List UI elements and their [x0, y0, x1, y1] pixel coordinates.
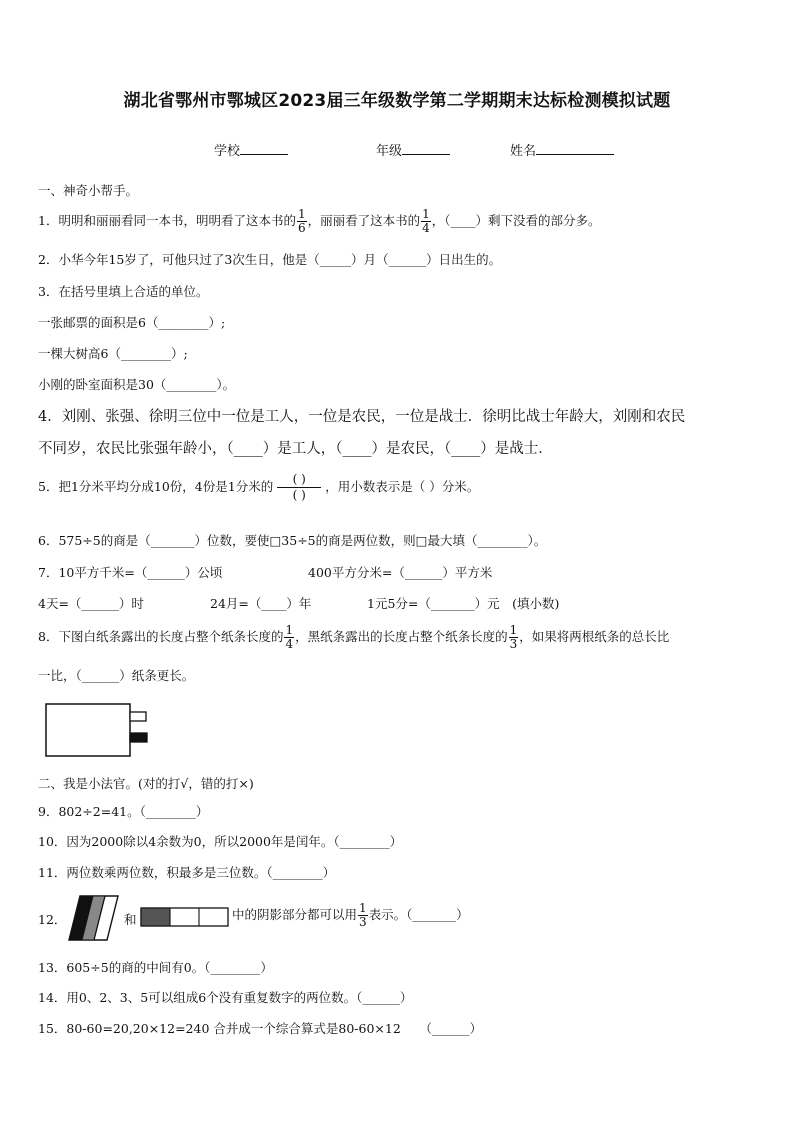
question-13: 13．605÷5的商的中间有0。（________） — [38, 960, 273, 975]
bar-shaded-figure — [139, 905, 231, 929]
question-14: 14．用0、2、3、5可以组成6个没有重复数字的两位数。（______） — [38, 990, 413, 1005]
fraction-one-fourth — [421, 208, 431, 235]
school-blank[interactable] — [240, 142, 288, 155]
q1-text-c: ，（____）剩下没看的部分多。 — [431, 213, 601, 228]
numerator: ( ) — [277, 472, 321, 488]
school-label: 学校 — [214, 144, 241, 159]
question-11: 11．两位数乘两位数，积最多是三位数。（________） — [38, 865, 336, 880]
q8-text-a: 8．下图白纸条露出的长度占整个纸条长度的 — [38, 629, 284, 644]
q1-text-b: ，丽丽看了这本书的 — [307, 213, 421, 228]
q8-line-2: 一比，（______）纸条更长。 — [38, 668, 195, 683]
denominator: ( ) — [292, 488, 306, 502]
q7-item-b2: 24月=（____）年 — [210, 596, 312, 611]
denominator: 6 — [297, 221, 306, 235]
question-10: 10．因为2000除以4余数为0，所以2000年是闰年。（________） — [38, 834, 403, 849]
grade-blank[interactable] — [402, 142, 450, 155]
page-title: 湖北省鄂州市鄂城区2023届三年级数学第二学期期末达标检测模拟试题 — [123, 91, 671, 111]
black-strip — [130, 733, 147, 742]
question-2: 2．小华今年15岁了，可他只过了3次生日，他是（_____）月（______）日出生的。 — [38, 252, 502, 267]
numerator: 1 — [422, 207, 430, 221]
q3-line-2: 一棵大树高6（________）; — [38, 346, 188, 361]
q1-text-a: 1．明明和丽丽看同一本书，明明看了这本书的 — [38, 213, 296, 228]
q12-and: 和 — [124, 912, 137, 927]
grade-field — [376, 140, 450, 159]
grade-label: 年级 — [376, 144, 403, 159]
numerator: 1 — [359, 901, 367, 915]
blank-fraction[interactable] — [277, 472, 321, 503]
denominator: 3 — [359, 915, 367, 929]
section1-heading: 一、神奇小帮手。 — [38, 183, 139, 198]
denominator: 3 — [509, 637, 518, 651]
numerator: 1 — [285, 623, 294, 637]
denominator: 4 — [285, 637, 294, 651]
white-strip — [130, 712, 146, 721]
denominator: 4 — [422, 221, 430, 235]
fraction-one-sixth — [297, 208, 307, 235]
name-field — [510, 140, 614, 159]
q7-item-a2: 400平方分米=（______）平方米 — [308, 565, 493, 580]
question-8 — [38, 624, 669, 651]
q12-text-b: 表示。（_______） — [368, 907, 469, 922]
name-blank[interactable] — [536, 142, 614, 155]
q3-line-1: 一张邮票的面积是6（________）; — [38, 315, 226, 330]
q7-item-b1: 4天=（______）时 — [38, 596, 144, 611]
fraction-one-fourth — [284, 624, 294, 651]
q5-text-b: ，用小数表示是（ ）分米。 — [325, 479, 480, 494]
question-9: 9．802÷2=41。（________） — [38, 804, 209, 819]
parallelogram-shaded-figure — [66, 894, 122, 942]
question-1 — [38, 208, 601, 235]
school-field — [214, 140, 288, 159]
folder-rectangle — [46, 704, 130, 756]
question-15: 15．80-60=20,20×12=240 合并成一个综合算式是80-60×12 （______） — [38, 1021, 483, 1036]
fraction-one-third — [358, 902, 368, 929]
question-12 — [232, 902, 469, 929]
q8-text-c: ，如果将两根纸条的总长比 — [519, 629, 670, 644]
fraction-one-third — [509, 624, 519, 651]
question-6: 6．575÷5的商是（_______）位数，要使□35÷5的商是两位数，则□最大填（________）。 — [38, 533, 547, 548]
question-5 — [38, 472, 479, 503]
q3-line-3: 小刚的卧室面积是30（________）。 — [38, 377, 236, 392]
q5-text-a: 5．把1分米平均分成10份，4份是1分米的 — [38, 479, 274, 494]
q7-item-a1: 7．10平方千米=（______）公顷 — [38, 565, 223, 580]
q7-item-b3: 1元5分=（_______）元 (填小数) — [367, 596, 560, 611]
section2-heading: 二、我是小法官。(对的打√，错的打×) — [38, 776, 254, 791]
question-3: 3．在括号里填上合适的单位。 — [38, 284, 209, 299]
q8-text-b: ，黑纸条露出的长度占整个纸条长度的 — [295, 629, 508, 644]
name-label: 姓名 — [510, 144, 537, 159]
paper-strips-figure — [40, 700, 155, 762]
q12-text-a: 中的阴影部分都可以用 — [232, 907, 358, 922]
q12-number: 12． — [38, 912, 67, 927]
numerator: 1 — [297, 207, 306, 221]
question-4-line-2: 不同岁，农民比张强年龄小，（____）是工人，（____）是农民，（____）是战士． — [38, 441, 553, 457]
numerator: 1 — [509, 623, 518, 637]
question-4-line-1: 4．刘刚、张强、徐明三位中一位是工人，一位是农民，一位是战士．徐明比战士年龄大，刘刚和农民 — [38, 409, 686, 425]
